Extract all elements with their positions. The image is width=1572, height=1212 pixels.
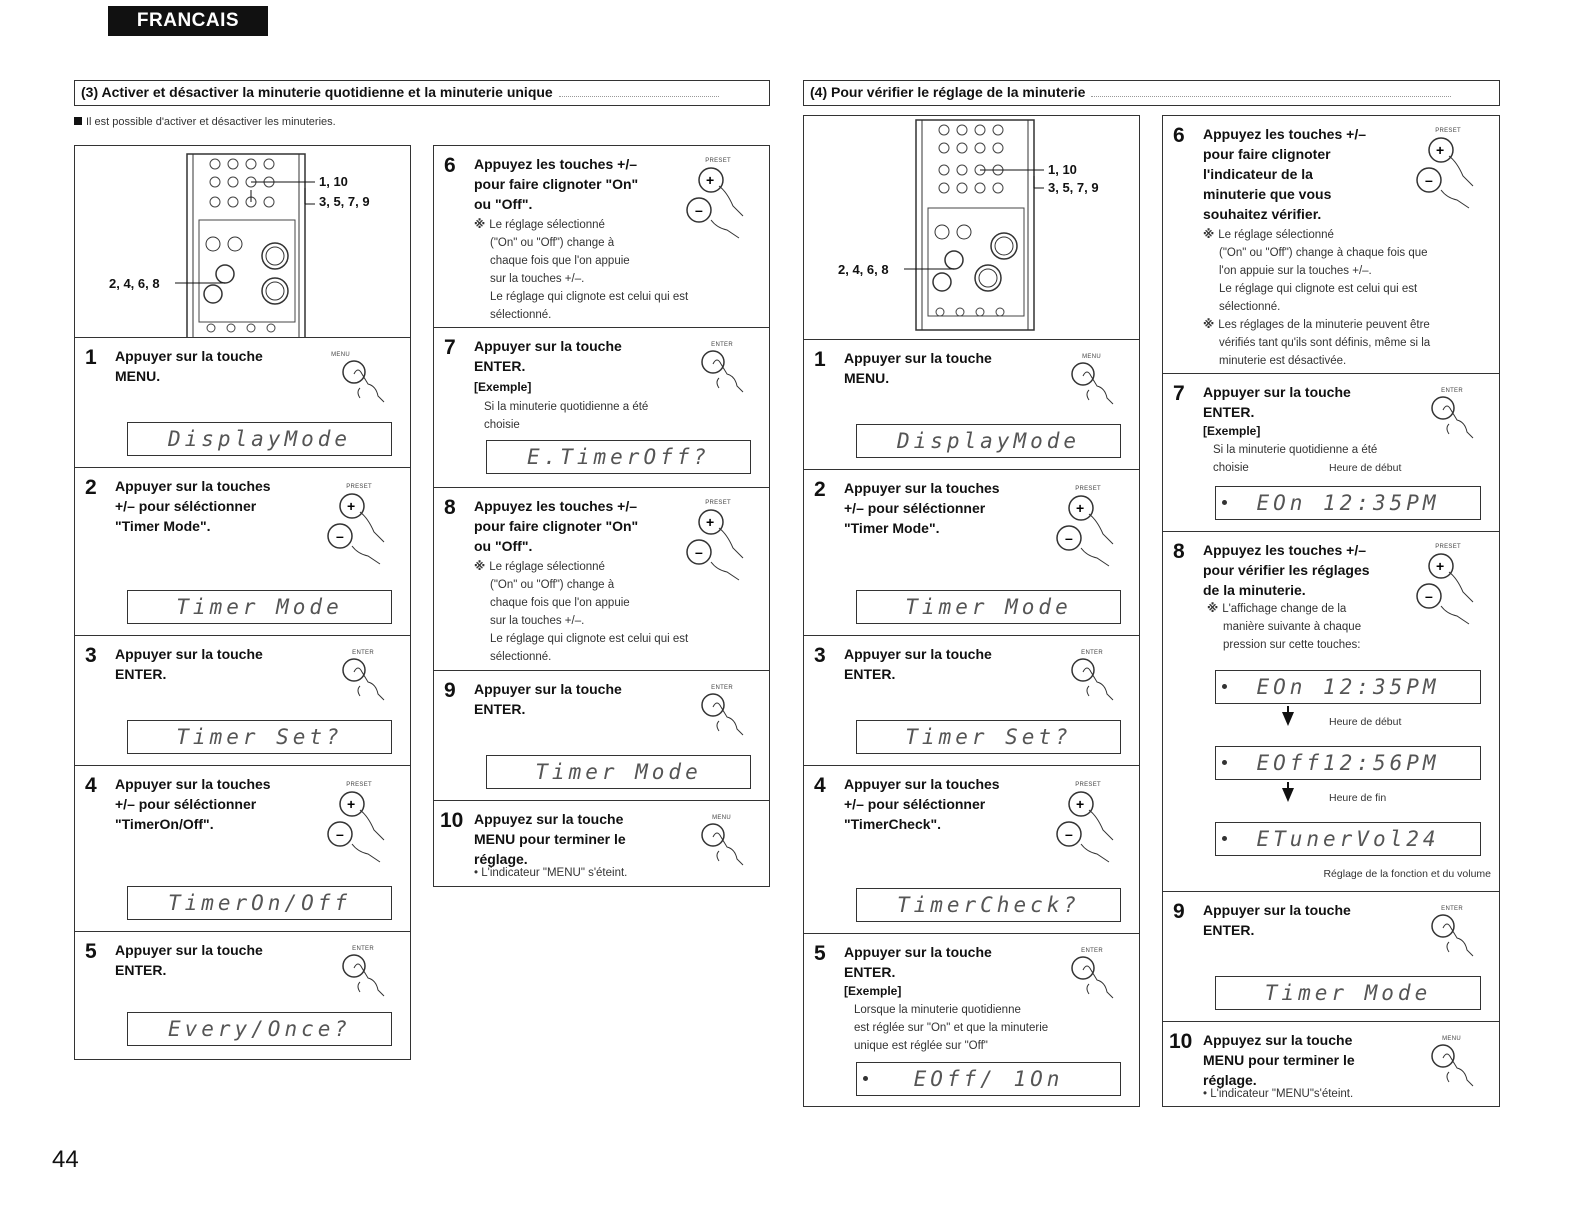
remote-control-icon: [804, 116, 1141, 340]
start-time-caption: Heure de début: [1329, 716, 1402, 728]
enter-button-hand-icon: [336, 950, 396, 1000]
key-label: ENTER: [1081, 650, 1103, 656]
step-number: 7: [444, 336, 456, 359]
svg-text:+: +: [706, 172, 715, 188]
remote-label-left: 2, 4, 6, 8: [838, 262, 889, 277]
enter-button-hand-icon: [336, 654, 396, 704]
step-number: 1: [85, 346, 97, 369]
section3-note: Il est possible d'activer et désactiver les minuteries.: [74, 116, 336, 128]
preset-buttons-hand-icon: [320, 788, 400, 868]
arrow-down-icon: [1282, 788, 1294, 802]
preset-buttons-hand-icon: [320, 490, 400, 570]
lcd-display: Timer Mode: [1215, 976, 1481, 1010]
step-title: Appuyez les touches +/– pour vérifier les réglages de la minuterie.: [1203, 542, 1370, 598]
menu-button-hand-icon: [336, 356, 396, 406]
example-label: [Exemple]: [844, 984, 902, 998]
step-2: [804, 470, 1139, 636]
example-label: [Exemple]: [474, 380, 532, 394]
language-tab: FRANCAIS: [108, 6, 268, 36]
menu-button-hand-icon: [1065, 358, 1125, 408]
svg-text:–: –: [695, 544, 703, 560]
step-number: 3: [85, 644, 97, 667]
enter-button-hand-icon: [695, 689, 755, 739]
step-bullet: • L'indicateur "MENU"s'éteint.: [1203, 1088, 1354, 1100]
section4-title: (4) Pour vérifier le réglage de la minuterie: [803, 80, 1500, 106]
key-label: ENTER: [711, 685, 733, 691]
svg-text:+: +: [1436, 142, 1445, 158]
step-3: [804, 636, 1139, 766]
step-title: Appuyez sur la touche MENU pour terminer le réglage.: [1203, 1032, 1355, 1088]
key-label: PRESET: [705, 500, 731, 506]
step-title: Appuyer sur la touches +/– pour séléctionner "Timer Mode".: [115, 478, 271, 534]
lcd-display: Every/Once?: [127, 1012, 392, 1046]
svg-text:–: –: [1065, 826, 1073, 842]
preset-buttons-hand-icon: [679, 164, 759, 244]
step-7: [1163, 374, 1499, 532]
step-title: Appuyer sur la touches +/– pour séléctionner "TimerCheck".: [844, 776, 1000, 832]
lcd-display: E.TimerOff?: [486, 440, 751, 474]
step-4: [75, 766, 410, 932]
enter-button-hand-icon: [1425, 392, 1485, 442]
square-bullet-icon: [74, 117, 82, 125]
example-label: [Exemple]: [1203, 424, 1261, 438]
svg-text:–: –: [336, 826, 344, 842]
step-title: Appuyer sur la touche MENU.: [844, 350, 992, 386]
step-number: 3: [814, 644, 826, 667]
svg-text:+: +: [1436, 558, 1445, 574]
step-number: 1: [814, 348, 826, 371]
step-number: 8: [1173, 540, 1185, 563]
step-number: 8: [444, 496, 456, 519]
step-8: [434, 488, 769, 671]
step-8: [1163, 532, 1499, 892]
remote-illustration-cell: [804, 116, 1139, 340]
lcd-display: TimerOn/Off: [127, 886, 392, 920]
step-title: Appuyer sur la touche ENTER.: [115, 942, 263, 978]
step-title: Appuyez les touches +/– pour faire clignoter "On" ou "Off".: [474, 156, 639, 212]
step-6: [1163, 116, 1499, 374]
step-number: 5: [814, 942, 826, 965]
step-number: 10: [440, 809, 464, 832]
remote-label-mid: 3, 5, 7, 9: [319, 194, 370, 209]
remote-label-top: 1, 10: [319, 174, 348, 189]
example-text: Si la minuterie quotidienne a été choisie: [484, 401, 649, 431]
arrow-down-icon: [1282, 712, 1294, 726]
step-9: [434, 671, 769, 801]
page-number: 44: [52, 1146, 79, 1173]
step-2: [75, 468, 410, 636]
preset-buttons-hand-icon: [1049, 788, 1129, 868]
step-number: 9: [1173, 900, 1185, 923]
lcd-display: Timer Set?: [127, 720, 392, 754]
step-1: [804, 340, 1139, 470]
preset-buttons-hand-icon: [1409, 550, 1489, 630]
lcd-display: Timer Set?: [856, 720, 1121, 754]
key-label: PRESET: [705, 158, 731, 164]
lcd-display: EOn 12:35PM: [1215, 486, 1481, 520]
lcd-display-start: EOn 12:35PM: [1215, 670, 1481, 704]
step-note: ※ L'affichage change de la manière suivante à chaque pression sur cette touches:: [1207, 603, 1362, 651]
remote-control-icon: [75, 146, 412, 338]
example-text: Si la minuterie quotidienne a été choisie: [1213, 444, 1378, 474]
step-title: Appuyer sur la touche ENTER.: [1203, 902, 1351, 938]
section3-column-b: [433, 145, 770, 887]
lcd-display: Timer Mode: [127, 590, 392, 624]
step-number: 2: [85, 476, 97, 499]
svg-text:+: +: [1076, 796, 1085, 812]
step-7: [434, 328, 769, 488]
svg-text:–: –: [1065, 530, 1073, 546]
step-number: 6: [1173, 124, 1185, 147]
step-title: Appuyer sur la touches +/– pour séléctionner "Timer Mode".: [844, 480, 1000, 536]
example-text: Lorsque la minuterie quotidienne est réglée sur "On" et que la minuterie unique est réglée sur "Off": [854, 1004, 1049, 1052]
key-label: MENU: [331, 352, 350, 358]
step-6: [434, 146, 769, 328]
remote-illustration-cell: [75, 146, 410, 338]
key-label: ENTER: [352, 946, 374, 952]
section4-column-b: [1162, 115, 1500, 1107]
svg-text:–: –: [1425, 172, 1433, 188]
enter-button-hand-icon: [1065, 952, 1125, 1002]
key-label: MENU: [1082, 354, 1101, 360]
lcd-display-end: EOff12:56PM: [1215, 746, 1481, 780]
step-note: ※ Le réglage sélectionné ("On" ou "Off") change à chaque fois que l'on appuie sur la touches +/–. Le réglage qui clignote est celui qui est sélectionné.: [474, 219, 689, 321]
step-number: 10: [1169, 1030, 1193, 1053]
step-5: [75, 932, 410, 1061]
key-label: PRESET: [346, 782, 372, 788]
function-volume-caption: Réglage de la fonction et du volume: [1323, 868, 1491, 880]
step-4: [804, 766, 1139, 934]
svg-text:–: –: [336, 528, 344, 544]
key-label: PRESET: [1435, 544, 1461, 550]
svg-text:+: +: [347, 796, 356, 812]
key-label: ENTER: [1441, 906, 1463, 912]
key-label: PRESET: [1075, 782, 1101, 788]
svg-text:–: –: [695, 202, 703, 218]
enter-button-hand-icon: [1425, 910, 1485, 960]
svg-text:+: +: [706, 514, 715, 530]
step-title: Appuyer sur la touche ENTER.: [1203, 384, 1351, 420]
key-label: MENU: [712, 815, 731, 821]
key-label: ENTER: [1081, 948, 1103, 954]
lcd-display: Timer Mode: [486, 755, 751, 789]
remote-label-mid: 3, 5, 7, 9: [1048, 180, 1099, 195]
step-10: [434, 801, 769, 888]
step-title: Appuyer sur la touche ENTER.: [844, 944, 992, 980]
section4-column-a: [803, 115, 1140, 1107]
enter-button-hand-icon: [695, 346, 755, 396]
step-number: 6: [444, 154, 456, 177]
step-1: [75, 338, 410, 468]
preset-buttons-hand-icon: [1409, 134, 1489, 214]
end-time-caption: Heure de fin: [1329, 792, 1387, 804]
lcd-display-function: ETunerVol24: [1215, 822, 1481, 856]
menu-button-hand-icon: [695, 819, 755, 869]
step-title: Appuyer sur la touche ENTER.: [844, 646, 992, 682]
remote-label-top: 1, 10: [1048, 162, 1077, 177]
start-time-caption: Heure de début: [1329, 462, 1402, 474]
key-label: ENTER: [711, 342, 733, 348]
enter-button-hand-icon: [1065, 654, 1125, 704]
step-number: 4: [814, 774, 826, 797]
step-title: Appuyer sur la touche MENU.: [115, 348, 263, 384]
key-label: ENTER: [1441, 388, 1463, 394]
step-number: 9: [444, 679, 456, 702]
step-3: [75, 636, 410, 766]
preset-buttons-hand-icon: [679, 506, 759, 586]
remote-label-left: 2, 4, 6, 8: [109, 276, 160, 291]
lcd-display: Timer Mode: [856, 590, 1121, 624]
step-title: Appuyez les touches +/– pour faire clignoter l'indicateur de la minuterie que vous souhaitez vérifier.: [1203, 126, 1366, 222]
lcd-display: TimerCheck?: [856, 888, 1121, 922]
key-label: PRESET: [1075, 486, 1101, 492]
lcd-display: DisplayMode: [127, 422, 392, 456]
section3-column-a: [74, 145, 411, 1060]
step-number: 4: [85, 774, 97, 797]
step-title: Appuyez sur la touche MENU pour terminer le réglage.: [474, 811, 626, 867]
step-10: [1163, 1022, 1499, 1108]
menu-button-hand-icon: [1425, 1040, 1485, 1090]
step-number: 5: [85, 940, 97, 963]
step-title: Appuyer sur la touche ENTER.: [115, 646, 263, 682]
svg-text:–: –: [1425, 588, 1433, 604]
key-label: ENTER: [352, 650, 374, 656]
step-note: ※ Le réglage sélectionné ("On" ou "Off") change à chaque fois que l'on appuie sur la touches +/–. Le réglage qui clignote est celui qui est sélectionné. ※ Les réglages de la minuterie peuvent être vérifiés tant qu'ils sont définis, même si la minuterie est désactivée.: [1203, 229, 1431, 367]
key-label: PRESET: [346, 484, 372, 490]
step-title: Appuyer sur la touche ENTER.: [474, 338, 622, 374]
step-number: 7: [1173, 382, 1185, 405]
step-title: Appuyer sur la touches +/– pour séléctionner "TimerOn/Off".: [115, 776, 271, 832]
lcd-display: DisplayMode: [856, 424, 1121, 458]
step-9: [1163, 892, 1499, 1022]
section3-title: (3) Activer et désactiver la minuterie quotidienne et la minuterie unique: [74, 80, 770, 106]
preset-buttons-hand-icon: [1049, 492, 1129, 572]
svg-text:+: +: [347, 498, 356, 514]
step-note: ※ Le réglage sélectionné ("On" ou "Off") change à chaque fois que l'on appuie sur la touches +/–. Le réglage qui clignote est celui qui est sélectionné.: [474, 561, 689, 663]
step-5: [804, 934, 1139, 1108]
svg-text:+: +: [1076, 500, 1085, 516]
step-bullet: • L'indicateur "MENU" s'éteint.: [474, 867, 628, 879]
key-label: MENU: [1442, 1036, 1461, 1042]
lcd-display: EOff/ 1On: [856, 1062, 1121, 1096]
step-title: Appuyez les touches +/– pour faire clignoter "On" ou "Off".: [474, 498, 639, 554]
step-number: 2: [814, 478, 826, 501]
step-title: Appuyer sur la touche ENTER.: [474, 681, 622, 717]
key-label: PRESET: [1435, 128, 1461, 134]
